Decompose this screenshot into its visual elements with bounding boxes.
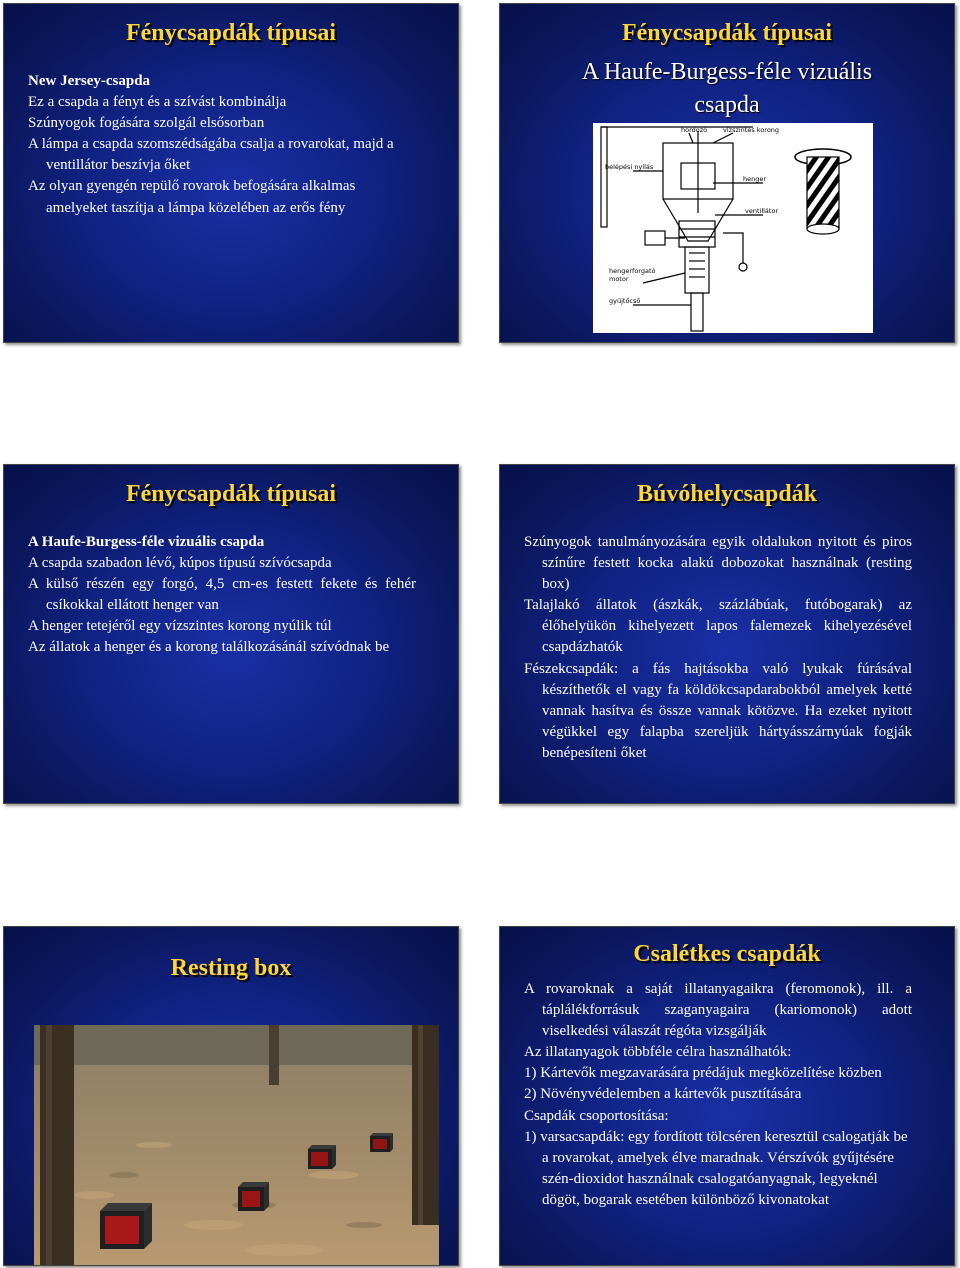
resting-box-3	[308, 1145, 336, 1169]
slide-3-line-4: A henger tetejéről egy vízszintes korong nyúlik túl	[28, 618, 332, 635]
label-korong: vízszintes korong	[723, 126, 780, 134]
slide-3-title: Fénycsapdák típusai	[125, 481, 337, 507]
slide-4-line-1: Szúnyogok tanulmányozására egyik oldalukon nyitott és piros színűre festett kocka alakú dobozokat használnak (resting box)	[524, 534, 912, 593]
label-hordozo: hordozó	[681, 126, 708, 134]
slide-3-body	[28, 532, 416, 659]
slide-1-line-4: A lámpa a csapda szomszédságába csalja a rovarokat, majd a ventillátor beszívja őket	[28, 136, 394, 174]
slide-4-line-2: Talajlakó állatok (ászkák, százlábúak, futóbogarak) az élőhelyükön kihelyezett lapos falemezek kihelyezésével csapdázhatók	[524, 597, 912, 656]
slide-2-subtitle-line-2: csapda	[694, 92, 760, 118]
slide-1-title: Fénycsapdák típusai	[125, 20, 337, 46]
label-gyujto: gyűjtőcső	[609, 297, 641, 305]
slide-1	[3, 3, 459, 343]
slide-3	[3, 464, 459, 804]
slide-3-line-3: A külső részén egy forgó, 4,5 cm-es festett fekete és fehér csíkokkal ellátott henger van	[28, 576, 416, 614]
slide-6-body	[524, 979, 912, 1211]
slide-3-line-5: Az állatok a henger és a korong találkozásánál szívódnak be	[28, 639, 390, 656]
slide-4-line-3: Fészekcsapdák: a fás hajtásokba való lyukak fúrásával készíthetők el vagy fa köldökcsapdarabokból amelyek ketté vannak hasítva és össze vannak kötözve. Ha ezeket nyitott végükkel egy falapba szereljük hártyásszárnyúak fogják benépesíteni őket	[524, 660, 912, 761]
slide-6-line-3: 1) Kártevők megzavarására prédájuk megközelítése közben	[524, 1065, 882, 1082]
resting-box-1	[100, 1203, 152, 1249]
trap-diagram	[593, 123, 873, 333]
slide-1-line-2: Ez a csapda a fényt és a szívást kombinálja	[28, 94, 287, 111]
resting-box-4	[370, 1133, 393, 1152]
slide-6	[499, 926, 955, 1266]
slide-4-body	[524, 532, 912, 764]
slide-6-line-6: 1) varsacsapdák: egy fordított tölcséren keresztül csalogatják be a rovarokat, amelyek élve maradnak. Vérszívók gyűjtésére szén-dioxidot használnak csalogatóanyagnak, legyeknél dögöt, bogarak esetében különböző kivonatokat	[524, 1128, 908, 1208]
label-motor-2: motor	[609, 275, 629, 283]
slide-4-title: Búvóhelycsapdák	[636, 481, 818, 507]
slide-3-line-2: A csapda szabadon lévő, kúpos típusú szívócsapda	[28, 555, 332, 572]
slide-4	[499, 464, 955, 804]
slide-2-subtitle-line-1: A Haufe-Burgess-féle vizuális	[581, 59, 873, 85]
slide-1-line-3: Szúnyogok fogására szolgál elsősorban	[28, 115, 265, 132]
slide-6-line-5: Csapdák csoportosítása:	[524, 1107, 669, 1124]
label-nyilas: belépési nyílás	[605, 163, 654, 171]
resting-box-2	[238, 1182, 269, 1211]
slide-6-line-1: A rovaroknak a saját illatanyagaikra (feromonok), ill. a táplálékforrásuk szaganyagaira (kariomonok) adott viselkedési válaszát régóta vizsgálják	[524, 981, 912, 1040]
slide-1-line-5: Az olyan gyengén repülő rovarok befogására alkalmas amelyeket taszítja a lámpa közelében az erős fény	[28, 178, 356, 216]
slide-6-title: Csalétkes csapdák	[633, 941, 821, 967]
trap-diagram-drawing	[593, 123, 873, 333]
slide-2-title: Fénycsapdák típusai	[621, 20, 833, 46]
slide-1-body	[28, 71, 416, 219]
slide-1-line-1: New Jersey-csapda	[28, 73, 151, 89]
label-motor-1: hengerforgató	[609, 267, 656, 275]
slide-5	[3, 926, 459, 1266]
slide-6-line-2: Az illatanyagok többféle célra használhatók:	[524, 1044, 792, 1061]
label-ventillator: ventillátor	[745, 207, 779, 215]
resting-box-photo-drawing	[34, 1025, 439, 1266]
slide-2	[499, 3, 955, 343]
resting-box-photo	[34, 1025, 439, 1266]
slide-6-line-4: 2) Növényvédelemben a kártevők pusztítására	[524, 1086, 802, 1103]
slide-5-title: Resting box	[170, 955, 292, 981]
slide-3-line-1: A Haufe-Burgess-féle vizuális csapda	[28, 534, 265, 550]
label-henger: henger	[743, 175, 767, 183]
